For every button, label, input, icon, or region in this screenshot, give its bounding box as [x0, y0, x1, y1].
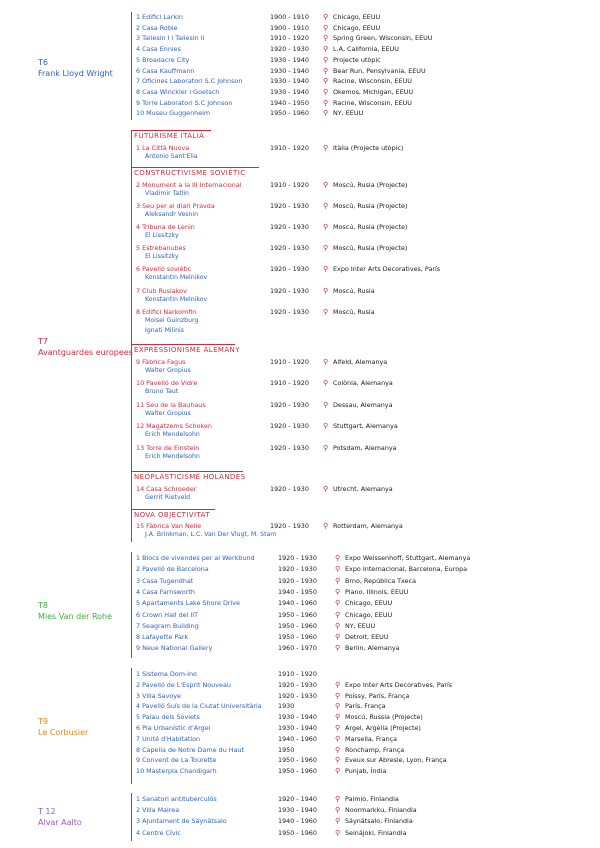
location-pin-icon: ⚲ [335, 795, 341, 803]
location-pin-icon: ⚲ [335, 713, 341, 722]
topic-code: T8 [38, 601, 48, 610]
location-pin-icon: ⚲ [335, 702, 341, 711]
movement-heading: NOVA OBJECTIVITAT [134, 511, 210, 519]
work-row [136, 143, 588, 154]
work-years: 1920 - 1930 [278, 576, 317, 585]
movement-heading-rule [131, 471, 243, 472]
work-location: Racine, Wisconsin, EEUU [333, 98, 412, 107]
work-years: 1900 - 1910 [270, 23, 309, 32]
work-title: 7 Club Rusiakov [136, 287, 187, 295]
work-location: Noormarkku, Finlandia [345, 806, 417, 815]
section-bracket-line [131, 12, 132, 120]
work-title: 4 Tribuna de Lenin [136, 223, 195, 231]
location-pin-icon: ⚲ [335, 691, 341, 700]
work-title: 5 Broadacre City [136, 55, 190, 64]
work-location: Ronchamp, França [345, 745, 405, 754]
location-pin-icon: ⚲ [323, 379, 329, 387]
topic-code: T 12 [38, 807, 56, 816]
work-years: 1910 - 1920 [278, 670, 317, 678]
work-row [136, 12, 588, 23]
work-title: 4 Centre Cívic [136, 828, 181, 837]
work-years: 1920 - 1930 [270, 45, 309, 54]
work-location: Plano, Illinois, EEUU [345, 587, 409, 596]
topic-name: Mies Van der Rohe [38, 612, 113, 621]
work-years: 1930 [278, 702, 295, 711]
work-title: 3 Villa Savoye [136, 691, 181, 700]
work-location: Okemos, Michigan, EEUU [333, 87, 414, 96]
topic-code: T6 [38, 58, 48, 67]
work-location: Marsella, França [345, 734, 398, 743]
movement-heading-rule [131, 167, 259, 168]
work-location: Bear Run, Pensylvania, EEUU [333, 66, 426, 75]
work-author: Walter Gropius [145, 367, 191, 374]
work-years: 1950 - 1960 [278, 767, 317, 776]
work-years: 1920 - 1930 [270, 308, 309, 316]
work-years: 1920 - 1930 [270, 202, 309, 210]
work-years: 1910 - 1920 [270, 358, 309, 366]
work-title: 10 Museu Guggenheim [136, 109, 211, 118]
work-author: Gerrit Rietveld [145, 494, 191, 501]
work-row [136, 33, 588, 44]
work-years: 1900 - 1910 [270, 13, 309, 21]
work-title: 15 Fàbrica Van Nelle [136, 522, 202, 530]
location-pin-icon: ⚲ [335, 806, 341, 815]
location-pin-icon: ⚲ [323, 144, 329, 152]
location-pin-icon: ⚲ [323, 485, 329, 493]
work-location: Seinäjoki, Finlandia [345, 828, 407, 837]
work-years: 1940 - 1960 [278, 599, 317, 608]
topic-code: T9 [38, 717, 48, 726]
work-title: 7 Unité d'Habitation [136, 734, 201, 743]
location-pin-icon: ⚲ [323, 223, 329, 231]
location-pin-icon: ⚲ [323, 66, 329, 75]
work-location: Expo Internacional, Barcelona, Europa [345, 565, 468, 574]
work-years: 1920 - 1930 [270, 422, 309, 430]
work-title: 13 Torre de Einstein [136, 444, 200, 452]
movement-heading: NEOPLASTICISME HOLANDÈS [134, 473, 246, 481]
work-row [136, 766, 588, 777]
work-years: 1930 - 1940 [278, 724, 317, 732]
work-title: 9 Convent de La Tourette [136, 756, 217, 765]
work-years: 1930 - 1940 [270, 87, 309, 96]
work-years: 1930 - 1940 [270, 77, 309, 86]
work-title: 5 Palau dels Soviets [136, 713, 200, 722]
work-row [136, 98, 588, 109]
location-pin-icon: ⚲ [323, 87, 329, 96]
work-author: Vladimir Tatlin [145, 190, 189, 197]
location-pin-icon: ⚲ [323, 444, 329, 452]
work-years: 1920 - 1930 [270, 223, 309, 231]
work-row [136, 378, 588, 389]
work-location: Moscú, Russia (Projecte) [345, 713, 423, 722]
location-pin-icon: ⚲ [323, 109, 329, 118]
work-row [136, 576, 588, 587]
topic-name: Alvar Aalto [38, 818, 82, 827]
movement-heading: EXPRESSIONISME ALEMANY [134, 346, 240, 354]
work-location: Utrecht, Alemanya [333, 485, 393, 493]
work-title: 1 La Città Nuova [136, 144, 190, 152]
work-years: 1920 - 1930 [278, 680, 317, 689]
work-years: 1920 - 1930 [278, 565, 317, 574]
work-author: El Lissitzky [145, 232, 179, 239]
topic-label-0 [38, 57, 113, 79]
work-location: Detroit, EEUU [345, 633, 389, 642]
topic-code: T7 [38, 337, 48, 346]
work-row [136, 598, 588, 609]
work-title: 1 Blocs de vivendes per al Werkbund [136, 554, 255, 562]
work-title: 6 Crown Hall del IIT [136, 610, 199, 619]
work-title: 3 Taliesin I i Taliesin II [136, 34, 205, 43]
work-row [136, 816, 588, 827]
section-bracket-line [131, 793, 132, 841]
work-years: 1920 - 1940 [278, 795, 317, 803]
work-location: Berlin, Alemanya [345, 644, 400, 653]
work-location: Rotterdam, Alemanya [333, 522, 403, 530]
work-row [136, 755, 588, 766]
work-author: Erich Mendelsohn [145, 453, 200, 460]
work-row [136, 484, 588, 495]
location-pin-icon: ⚲ [323, 422, 329, 430]
location-pin-icon: ⚲ [335, 644, 341, 653]
work-location: Racine, Wisconsin, EEUU [333, 77, 412, 86]
work-row [136, 680, 588, 691]
work-location: Paimio, Finlandia [345, 795, 399, 803]
work-location: Expo Inter Arts Decoratives, París [333, 265, 441, 273]
work-years: 1910 - 1920 [270, 181, 309, 189]
location-pin-icon: ⚲ [323, 45, 329, 54]
work-location: Argel, Argèlia (Projecte) [345, 724, 421, 732]
work-years: 1930 - 1940 [278, 806, 317, 815]
work-title: 3 Ajuntament de Säynätsalo [136, 817, 227, 826]
movement-heading-rule [131, 509, 215, 510]
work-title: 2 Pavelló de Barcelona [136, 565, 209, 574]
topic-name: Le Corbusier [38, 728, 89, 737]
work-title: 5 Apartaments Lake Shore Drive [136, 599, 240, 608]
work-location: Chicago, EEUU [345, 599, 393, 608]
location-pin-icon: ⚲ [335, 565, 341, 574]
work-row [136, 76, 588, 87]
work-title: 14 Casa Schroeder [136, 485, 197, 493]
work-author: Walter Gropius [145, 410, 191, 417]
location-pin-icon: ⚲ [323, 77, 329, 86]
work-title: 12 Magatzems Schoken [136, 422, 212, 430]
work-row [136, 201, 588, 212]
work-location: L.A, California, EEUU [333, 45, 399, 54]
work-years: 1960 - 1970 [278, 644, 317, 653]
work-title: 6 Casa Kauffmann [136, 66, 195, 75]
topic-label-1 [38, 336, 133, 358]
work-years: 1920 - 1930 [270, 287, 309, 295]
work-title: 8 Lafayette Park [136, 633, 189, 642]
work-row [136, 723, 588, 734]
location-pin-icon: ⚲ [335, 610, 341, 619]
work-years: 1940 - 1950 [270, 98, 309, 107]
work-title: 6 Pla Urbanístic d'Argel [136, 724, 211, 732]
location-pin-icon: ⚲ [323, 55, 329, 64]
work-years: 1950 - 1960 [270, 109, 309, 118]
location-pin-icon: ⚲ [335, 554, 341, 562]
work-location: Punjab, Índia [345, 767, 387, 776]
movement-heading-rule [131, 344, 235, 345]
work-years: 1920 - 1930 [270, 444, 309, 452]
work-row [136, 180, 588, 191]
work-title: 11 Seu de la Bauhaus [136, 401, 206, 409]
work-row [136, 745, 588, 756]
work-years: 1910 - 1920 [270, 144, 309, 152]
work-row [136, 701, 588, 712]
work-row [136, 66, 588, 77]
work-years: 1940 - 1960 [278, 734, 317, 743]
work-location: Expo Weissenhoff, Stuttgart, Alemanya [345, 554, 471, 562]
work-years: 1950 - 1960 [278, 610, 317, 619]
work-row [136, 828, 588, 839]
work-years: 1950 [278, 745, 295, 754]
work-row [136, 691, 588, 702]
work-years: 1920 - 1930 [278, 554, 317, 562]
work-row [136, 357, 588, 368]
work-title: 8 Casa Winckler i Goetsch [136, 87, 220, 96]
location-pin-icon: ⚲ [335, 734, 341, 743]
work-location: Potsdam, Alemanya [333, 444, 397, 452]
work-title: 2 Pavelló de L'Esprit Nouveau [136, 680, 231, 689]
topic-name: Frank Lloyd Wright [38, 69, 113, 78]
work-title: 2 Monument a la III Internacional [136, 181, 242, 189]
work-row [136, 443, 588, 454]
work-row [136, 734, 588, 745]
work-location: Alfeld, Alemanya [333, 358, 388, 366]
work-years: 1940 - 1960 [278, 817, 317, 826]
work-location: Colònia, Alemanya [333, 379, 393, 387]
location-pin-icon: ⚲ [335, 817, 341, 826]
work-location: París, França [345, 702, 386, 711]
work-title: 1 Sanatori antituberculós [136, 795, 217, 803]
work-location: Projecte utòpic [333, 55, 381, 64]
location-pin-icon: ⚲ [335, 828, 341, 837]
work-location: Moscú, Rusia (Projecte) [333, 181, 408, 189]
work-row [136, 610, 588, 621]
work-title: 3 Seu per al diari Pravda [136, 202, 215, 210]
work-author: Erich Mendelsohn [145, 431, 200, 438]
location-pin-icon: ⚲ [323, 98, 329, 107]
work-title: 4 Casa Farnsworth [136, 587, 195, 596]
movement-heading-rule [131, 130, 211, 131]
location-pin-icon: ⚲ [323, 358, 329, 366]
section-bracket-line [131, 668, 132, 784]
work-location: Moscú, Rusia (Projecte) [333, 223, 408, 231]
location-pin-icon: ⚲ [335, 576, 341, 585]
work-years: 1930 - 1940 [270, 66, 309, 75]
work-location: Itàlia (Projecte utòpic) [333, 144, 404, 152]
work-row [136, 805, 588, 816]
location-pin-icon: ⚲ [335, 599, 341, 608]
location-pin-icon: ⚲ [323, 181, 329, 189]
work-location: Dessau, Alemanya [333, 401, 393, 409]
work-row [136, 643, 588, 654]
work-row [136, 87, 588, 98]
work-title: 9 Torre Laboratori S.C Johnson [136, 98, 233, 107]
work-location: NY, EEUU [333, 109, 364, 118]
location-pin-icon: ⚲ [335, 756, 341, 765]
work-title: 10 Masterpla Chandigarh [136, 767, 217, 776]
work-row [136, 587, 588, 598]
work-title: 3 Casa Tugendhat [136, 576, 194, 585]
topic-label-2 [38, 600, 112, 622]
location-pin-icon: ⚲ [323, 522, 329, 530]
work-location: Moscú, Rusia [333, 308, 375, 316]
work-years: 1940 - 1950 [278, 587, 317, 596]
work-title: 7 Oficines Laboratori S.C Johnson [136, 77, 243, 86]
work-row [136, 553, 588, 564]
work-years: 1950 - 1960 [278, 621, 317, 630]
work-author: Moisei Guinzburg [145, 317, 199, 324]
work-row [136, 712, 588, 723]
work-title: 1 Sistema Dom-ino [136, 670, 197, 678]
work-row [136, 44, 588, 55]
work-author: Bruno Taut [145, 388, 179, 395]
work-location: Expo Inter Arts Decoratives, París [345, 680, 453, 689]
work-location: Moscú, Rusia (Projecte) [333, 244, 408, 252]
work-location: Moscú, Rusia (Projecte) [333, 202, 408, 210]
location-pin-icon: ⚲ [323, 244, 329, 252]
section-bracket-line [131, 552, 132, 658]
work-years: 1950 - 1960 [278, 633, 317, 642]
work-years: 1950 - 1960 [278, 828, 317, 837]
work-title: 1 Edifici Larkin [136, 13, 183, 21]
work-author: Aleksandr Vesnin [145, 211, 199, 218]
work-years: 1920 - 1930 [270, 485, 309, 493]
work-years: 1920 - 1930 [278, 691, 317, 700]
work-location: Chicago, EEUU [333, 13, 381, 21]
location-pin-icon: ⚲ [335, 633, 341, 642]
work-author: Ignati Milinis [145, 327, 184, 334]
topic-label-3 [38, 716, 88, 738]
work-title: 9 Neue National Gallery [136, 644, 213, 653]
location-pin-icon: ⚲ [335, 680, 341, 689]
work-row [136, 307, 588, 318]
work-row [136, 55, 588, 66]
work-row [136, 421, 588, 432]
location-pin-icon: ⚲ [335, 745, 341, 754]
movement-heading: CONSTRUCTIVISME SOVIÈTIC [134, 169, 246, 177]
work-title: 9 Fàbrica Fagus [136, 358, 186, 366]
location-pin-icon: ⚲ [323, 401, 329, 409]
work-years: 1910 - 1920 [270, 379, 309, 387]
work-title: 8 Edifici Narkomfin [136, 308, 197, 316]
work-title: 2 Casa Robie [136, 23, 178, 32]
work-author: Antonio Sant'Elia [145, 153, 198, 160]
work-title: 8 Capella de Notre Dame du Haut [136, 745, 245, 754]
work-years: 1930 - 1940 [278, 713, 317, 722]
work-row [136, 243, 588, 254]
work-title: 6 Pavelló soviètic [136, 265, 192, 273]
work-years: 1920 - 1930 [270, 522, 309, 530]
work-location: Säynätsalo, Finlandia [345, 817, 413, 826]
movement-heading: FUTURISME ITALIÀ [134, 132, 205, 140]
work-author: Konstantin Melnikov [145, 296, 208, 303]
location-pin-icon: ⚲ [335, 621, 341, 630]
work-location: Chicago, EEUU [345, 610, 393, 619]
location-pin-icon: ⚲ [323, 287, 329, 295]
work-author: El Lissitzky [145, 253, 179, 260]
work-row [136, 669, 588, 680]
work-location: NY, EEUU [345, 621, 376, 630]
topic-label-4 [38, 806, 82, 828]
location-pin-icon: ⚲ [323, 34, 329, 43]
work-row [136, 108, 588, 119]
work-years: 1920 - 1930 [270, 265, 309, 273]
work-row [136, 632, 588, 643]
location-pin-icon: ⚲ [323, 23, 329, 32]
work-title: 7 Seagram Building [136, 621, 199, 630]
work-location: Eveux sur Abresle, Lyon, França [345, 756, 447, 765]
work-years: 1920 - 1930 [270, 401, 309, 409]
work-row [136, 794, 588, 805]
work-title: 4 Pavelló Suís de la Ciutat Universitària [136, 702, 262, 711]
work-title: 10 Pavelló de Vidre [136, 379, 198, 387]
work-row [136, 23, 588, 34]
location-pin-icon: ⚲ [335, 767, 341, 776]
work-location: Stuttgart, Alemanya [333, 422, 398, 430]
work-years: 1920 - 1930 [270, 244, 309, 252]
location-pin-icon: ⚲ [323, 265, 329, 273]
work-row [136, 400, 588, 411]
section-bracket-line [131, 130, 132, 542]
work-row [136, 222, 588, 233]
work-years: 1950 - 1960 [278, 756, 317, 765]
work-title: 2 Villa Mairea [136, 806, 180, 815]
work-author: J.A. Brinkman, L.C. Van Der Vlugt, M. Stam [145, 531, 277, 538]
work-row [136, 621, 588, 632]
work-location: Poissy, París, França [345, 691, 410, 700]
topic-name: Avantguardes europees [38, 348, 133, 357]
location-pin-icon: ⚲ [335, 724, 341, 732]
work-row [136, 564, 588, 575]
work-years: 1930 - 1940 [270, 55, 309, 64]
location-pin-icon: ⚲ [335, 587, 341, 596]
work-location: Moscú, Rusia [333, 287, 375, 295]
location-pin-icon: ⚲ [323, 13, 329, 21]
work-location: Spring Green, Wisconsin, EEUU [333, 34, 433, 43]
work-title: 4 Casa Ennies [136, 45, 181, 54]
location-pin-icon: ⚲ [323, 308, 329, 316]
work-title: 5 Estrebanubes [136, 244, 186, 252]
work-location: Chicago, EEUU [333, 23, 381, 32]
location-pin-icon: ⚲ [323, 202, 329, 210]
work-author: Konstantin Melnikov [145, 274, 208, 281]
work-years: 1910 - 1920 [270, 34, 309, 43]
work-location: Brno, República Txeca [345, 576, 417, 585]
